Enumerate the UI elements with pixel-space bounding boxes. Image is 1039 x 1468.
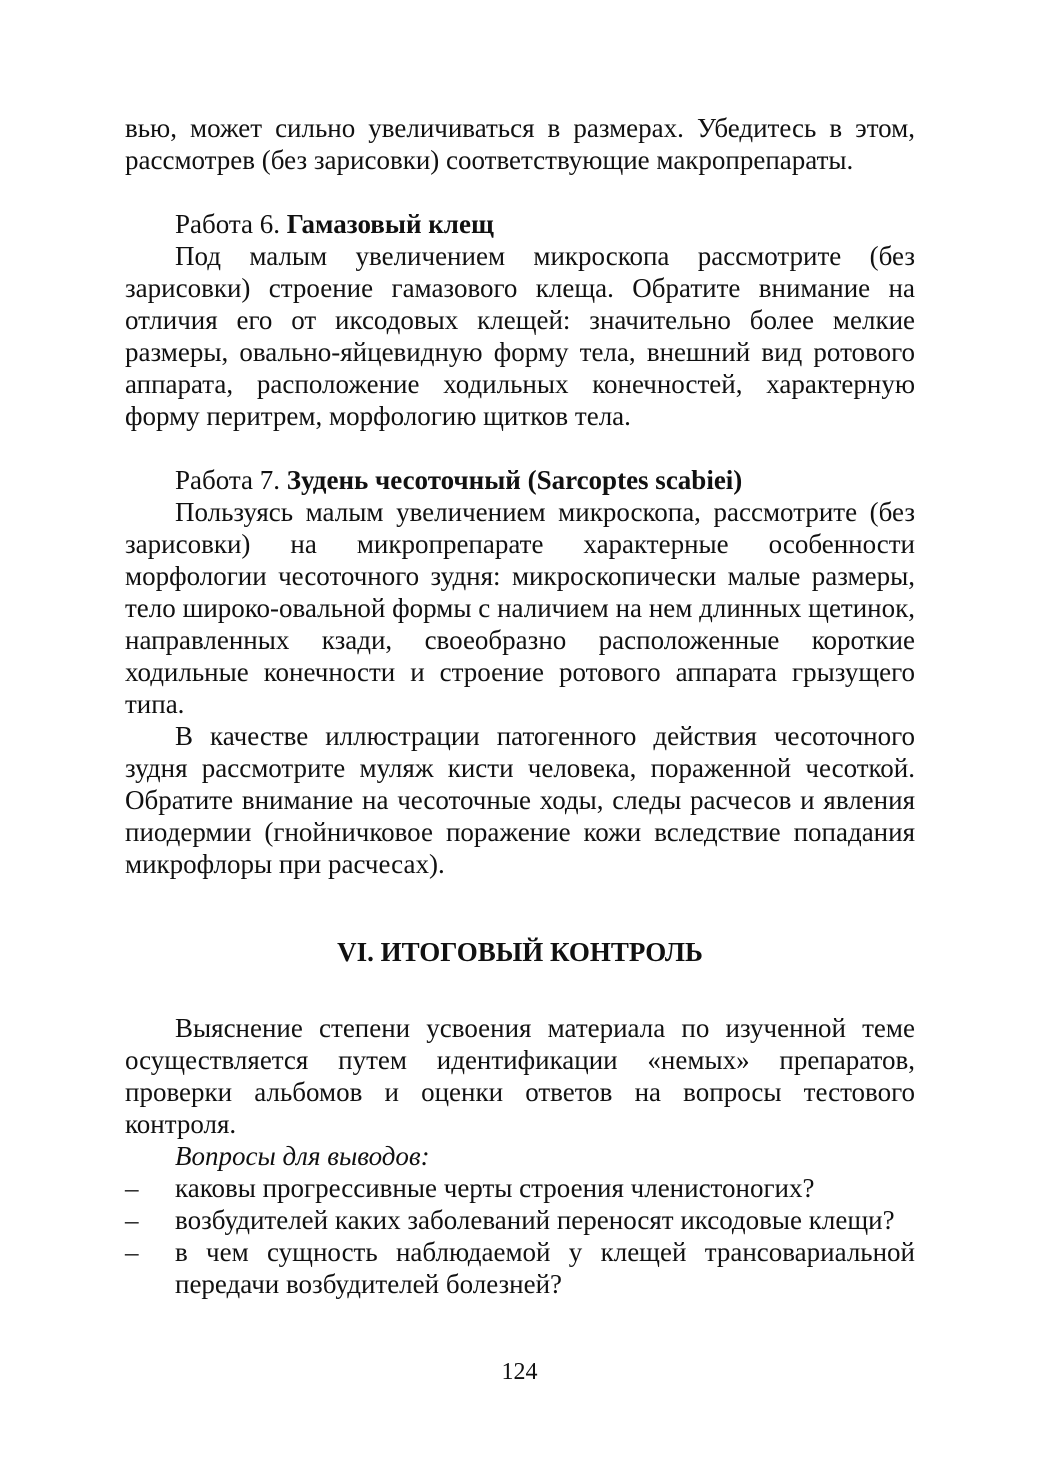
question-item [125, 1204, 915, 1236]
dash-marker: – [125, 1205, 139, 1235]
work-6-title: Гамазовый клещ [286, 209, 494, 239]
question-text: возбудителей каких заболеваний переносят иксодовые клещи? [175, 1205, 895, 1235]
question-item [125, 1236, 915, 1300]
question-item [125, 1172, 915, 1204]
page-body [125, 112, 915, 1300]
work-6-title-line [125, 208, 915, 240]
work-6-text: Под малым увеличением микроскопа рассмотрите (без зарисовки) строение гамазового клеща. Обратите внимание на отличия его от иксодовых клещей: значительно более мелкие размеры, овально-яйцевидную форму тела, внешний вид ротового аппарата, расположение ходильных конечностей, характерную форму перитрем, морфологию щитков тела. [125, 241, 915, 431]
work-7-prefix: Работа 7. [175, 465, 287, 495]
work-6-prefix: Работа 6. [175, 209, 287, 239]
spacer [125, 176, 915, 208]
question-text: каковы прогрессивные черты строения членистоногих? [175, 1173, 815, 1203]
work-7-text-2: В качестве иллюстрации патогенного действия чесоточного зудня рассмотрите муляж кисти человека, пораженной чесоткой. Обратите внимание на чесоточные ходы, следы расчесов и явления пиодермии (гнойничковое поражение кожи вследствие попадания микрофлоры при расчесах). [125, 721, 915, 879]
page-number: 124 [501, 1359, 538, 1385]
spacer [125, 968, 915, 1012]
paragraph-continuation: вью, может сильно увеличиваться в размерах. Убедитесь в этом, рассмотрев (без зарисовки) соответствующие макропрепараты. [125, 113, 915, 175]
question-text: в чем сущность наблюдаемой у клещей трансовариальной передачи возбудителей болезней? [175, 1237, 915, 1299]
questions-label: Вопросы для выводов: [175, 1141, 430, 1171]
work-7-title-line [125, 464, 915, 496]
section-text: Выяснение степени усвоения материала по изученной теме осуществляется путем идентификации «немых» препаратов, проверки альбомов и оценки ответов на вопросы тестового контроля. [125, 1013, 915, 1139]
spacer [125, 880, 915, 936]
work-7-title: Зудень чесоточный (Sarcoptes scabiei) [286, 465, 743, 495]
dash-marker: – [125, 1237, 139, 1267]
section-heading: VI. ИТОГОВЫЙ КОНТРОЛЬ [337, 937, 703, 967]
dash-marker: – [125, 1173, 139, 1203]
spacer [125, 432, 915, 464]
work-7-text-1: Пользуясь малым увеличением микроскопа, рассмотрите (без зарисовки) на микропрепарате характерные особенности морфологии чесоточного зудня: микроскопически малые размеры, тело широко-овальной формы с наличием на нем длинных щетинок, направленных кзади, своеобразно расположенные короткие ходильные конечности и строение ротового аппарата грызущего типа. [125, 497, 915, 719]
